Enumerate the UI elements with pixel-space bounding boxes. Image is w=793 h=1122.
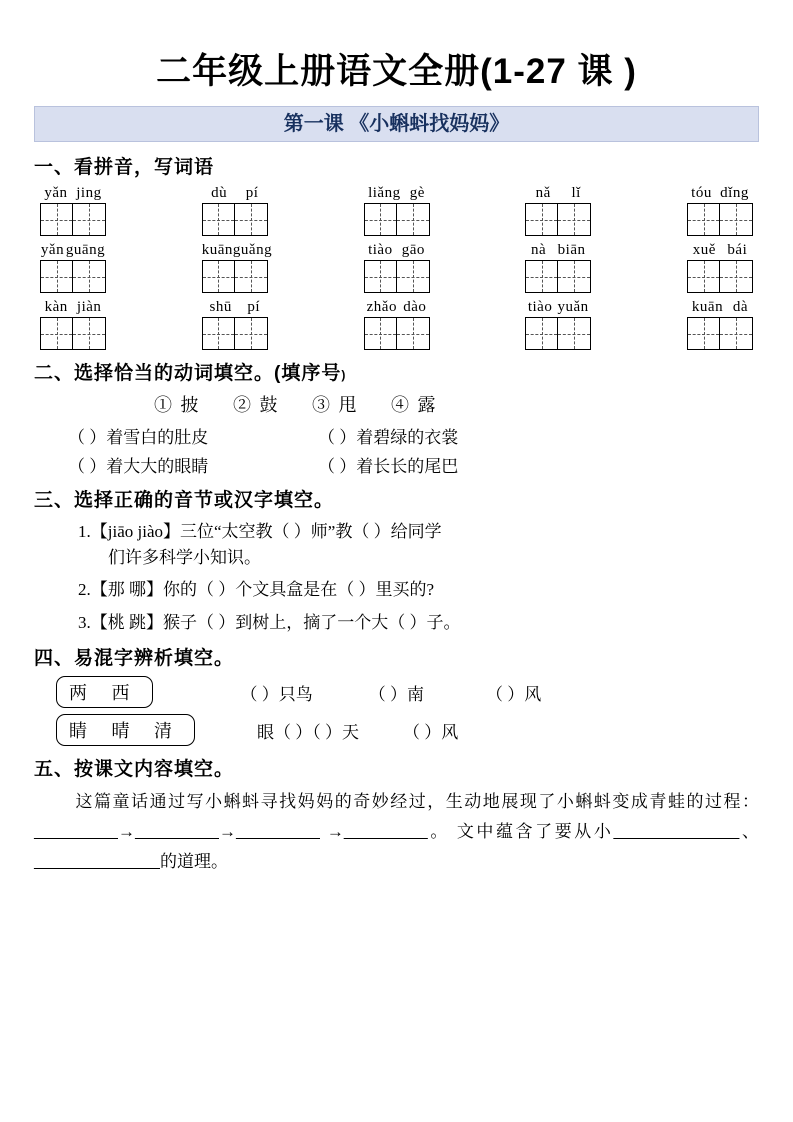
pinyin: kuān — [201, 242, 233, 258]
tianzige-cell[interactable] — [525, 260, 558, 293]
fill-blank-prefix: 眼 — [257, 722, 274, 742]
tianzige-cell[interactable] — [73, 260, 106, 293]
fill-blank[interactable]: （ ）南 — [368, 684, 424, 704]
pinyin: biān — [557, 242, 586, 258]
section-4-heading: 四、易混字辨析填空。 — [34, 648, 235, 669]
verb-blank-row — [34, 423, 759, 448]
tianzige-group[interactable] — [40, 203, 106, 236]
paragraph-text: 的道理。 — [160, 851, 228, 871]
pinyin: pí — [247, 299, 260, 315]
pinyin: kàn — [44, 299, 68, 315]
section-2-heading-tail: ) — [341, 368, 347, 382]
tianzige-row-3 — [34, 317, 759, 350]
tianzige-cell[interactable] — [364, 203, 397, 236]
verb-blank-item[interactable]: （ ）着碧绿的衣裳 — [318, 428, 459, 447]
tianzige-cell[interactable] — [235, 203, 268, 236]
pinyin: yǎn — [44, 185, 68, 201]
pinyin: nǎ — [535, 185, 551, 201]
verb-blank-item[interactable]: （ ）着大大的眼睛 — [68, 457, 209, 476]
section-4-row-1 — [34, 676, 759, 708]
section-3-item-1[interactable] — [34, 519, 759, 570]
tianzige-cell[interactable] — [364, 317, 397, 350]
tianzige-cell[interactable] — [202, 260, 235, 293]
tianzige-cell[interactable] — [73, 203, 106, 236]
pinyin: jing — [76, 185, 102, 201]
pinyin: guāng — [65, 242, 106, 258]
tianzige-cell[interactable] — [202, 203, 235, 236]
item-line: 1.【jiāo jiào】三位“太空教（ ）师”教（ ）给同学 — [78, 522, 442, 541]
tianzige-cell[interactable] — [364, 260, 397, 293]
arrow: → — [219, 821, 236, 841]
pinyin: dǐng — [720, 185, 749, 201]
section-3-item-2[interactable] — [34, 577, 759, 603]
verb-option: ③ 甩 — [312, 395, 359, 415]
char-choice-box: 睛 晴 清 — [56, 714, 195, 746]
tianzige-cell[interactable] — [73, 317, 106, 350]
section-5-paragraph — [34, 787, 759, 876]
verb-option: ① 披 — [154, 395, 201, 415]
section-3-heading: 三、选择正确的音节或汉字填空。 — [34, 490, 335, 511]
section-3-item-3[interactable] — [34, 610, 759, 636]
fill-blank[interactable]: ____________ — [34, 851, 160, 871]
tianzige-group[interactable] — [525, 317, 591, 350]
fill-blank[interactable]: （ ）风 — [486, 684, 542, 704]
pinyin: shū — [209, 299, 232, 315]
pinyin: nà — [531, 242, 547, 258]
tianzige-cell[interactable] — [397, 260, 430, 293]
verb-blank-row — [34, 452, 759, 477]
section-5-heading: 五、按课文内容填空。 — [34, 759, 235, 780]
fill-blank[interactable]: ____________ — [613, 821, 740, 841]
tianzige-cell[interactable] — [687, 260, 720, 293]
pinyin: pí — [245, 185, 259, 201]
tianzige-cell[interactable] — [687, 317, 720, 350]
tianzige-cell[interactable] — [558, 317, 591, 350]
tianzige-cell[interactable] — [397, 203, 430, 236]
tianzige-cell[interactable] — [40, 203, 73, 236]
tianzige-cell[interactable] — [40, 260, 73, 293]
fill-blank[interactable]: （ ）只鸟 — [240, 684, 313, 704]
verb-options — [34, 391, 759, 417]
tianzige-cell[interactable] — [720, 203, 753, 236]
fill-blank[interactable]: ________ — [34, 821, 118, 841]
pinyin: dù — [211, 185, 228, 201]
pinyin: tiào — [527, 299, 553, 315]
paragraph-text: 文中蕴含了要从小 — [456, 821, 614, 841]
tianzige-cell[interactable] — [558, 203, 591, 236]
tianzige-cell[interactable] — [687, 203, 720, 236]
tianzige-cell[interactable] — [235, 260, 268, 293]
tianzige-cell[interactable] — [525, 203, 558, 236]
tianzige-cell[interactable] — [720, 260, 753, 293]
pinyin: jiàn — [76, 299, 102, 315]
tianzige-group[interactable] — [364, 317, 430, 350]
tianzige-cell[interactable] — [202, 317, 235, 350]
char-choice-box: 两 西 — [56, 676, 153, 708]
tianzige-group[interactable] — [40, 317, 106, 350]
verb-option: ④ 露 — [391, 395, 438, 415]
pinyin: bái — [727, 242, 748, 258]
pinyin: tóu — [691, 185, 712, 201]
pinyin: yǎn — [40, 242, 65, 258]
pinyin: guǎng — [232, 242, 273, 258]
item-line: 3.【桃 跳】猴子（ ）到树上，摘了一个大（ ）子。 — [78, 612, 461, 632]
lesson-banner: 第一课 《小蝌蚪找妈妈》 — [34, 106, 759, 142]
pinyin-row-3 — [34, 299, 759, 316]
verb-blank-item[interactable]: （ ）着雪白的肚皮 — [68, 428, 209, 447]
arrow: → — [118, 821, 135, 841]
verb-option: ② 鼓 — [233, 395, 280, 415]
tianzige-row-1 — [34, 203, 759, 236]
pinyin: kuān — [691, 299, 724, 315]
tianzige-group[interactable] — [687, 317, 753, 350]
pinyin: dà — [732, 299, 749, 315]
tianzige-cell[interactable] — [397, 317, 430, 350]
tianzige-group[interactable] — [525, 260, 591, 293]
pinyin: gāo — [401, 242, 425, 258]
comma: 、 — [739, 821, 760, 841]
fill-blank[interactable]: （ ）风 — [403, 722, 459, 742]
pinyin: liǎng — [368, 185, 401, 201]
pinyin: lǐ — [571, 185, 581, 201]
paragraph-text: 这篇童话通过写小蝌蚪寻找妈妈的奇妙经过，生动地展现了小蝌蚪变成青蛙的过程： — [74, 792, 759, 811]
tianzige-cell[interactable] — [235, 317, 268, 350]
period: 。 — [427, 821, 450, 841]
fill-blank[interactable]: ________ — [236, 821, 320, 841]
tianzige-group[interactable] — [525, 203, 591, 236]
fill-blank[interactable]: （ ）（ ）天 — [274, 722, 359, 742]
page-title: 二年级上册语文全册(1-27 课 ) — [156, 52, 637, 91]
section-4-row-2 — [34, 714, 759, 746]
tianzige-cell[interactable] — [525, 317, 558, 350]
fill-blank[interactable]: ________ — [343, 821, 428, 841]
pinyin-row-2 — [34, 242, 759, 259]
pinyin: zhǎo — [366, 299, 397, 315]
verb-blank-item[interactable]: （ ）着长长的尾巴 — [318, 457, 459, 476]
tianzige-group[interactable] — [687, 260, 753, 293]
tianzige-cell[interactable] — [40, 317, 73, 350]
tianzige-group[interactable] — [364, 260, 430, 293]
tianzige-group[interactable] — [40, 260, 106, 293]
section-2-heading-text: 二、选择恰当的动词填空。(填序号 — [34, 363, 342, 384]
arrow: → — [326, 821, 344, 841]
fill-blank[interactable]: ________ — [135, 821, 219, 841]
pinyin: xuě — [692, 242, 716, 258]
tianzige-group[interactable] — [364, 203, 430, 236]
tianzige-row-2 — [34, 260, 759, 293]
tianzige-group[interactable] — [202, 203, 268, 236]
tianzige-cell[interactable] — [558, 260, 591, 293]
tianzige-group[interactable] — [202, 317, 268, 350]
pinyin: tiào — [368, 242, 393, 258]
pinyin-row-1 — [34, 185, 759, 202]
pinyin: gè — [409, 185, 425, 201]
section-2-heading — [34, 358, 759, 385]
tianzige-group[interactable] — [687, 203, 753, 236]
item-line-continued: 们许多科学小知识。 — [108, 547, 261, 567]
tianzige-group[interactable] — [202, 260, 268, 293]
pinyin: dào — [403, 299, 427, 315]
pinyin: yuǎn — [557, 299, 589, 315]
tianzige-cell[interactable] — [720, 317, 753, 350]
item-line: 2.【那 哪】你的（ ）个文具盒是在（ ）里买的? — [78, 580, 435, 599]
section-1-heading: 一、看拼音，写词语 — [34, 157, 215, 178]
